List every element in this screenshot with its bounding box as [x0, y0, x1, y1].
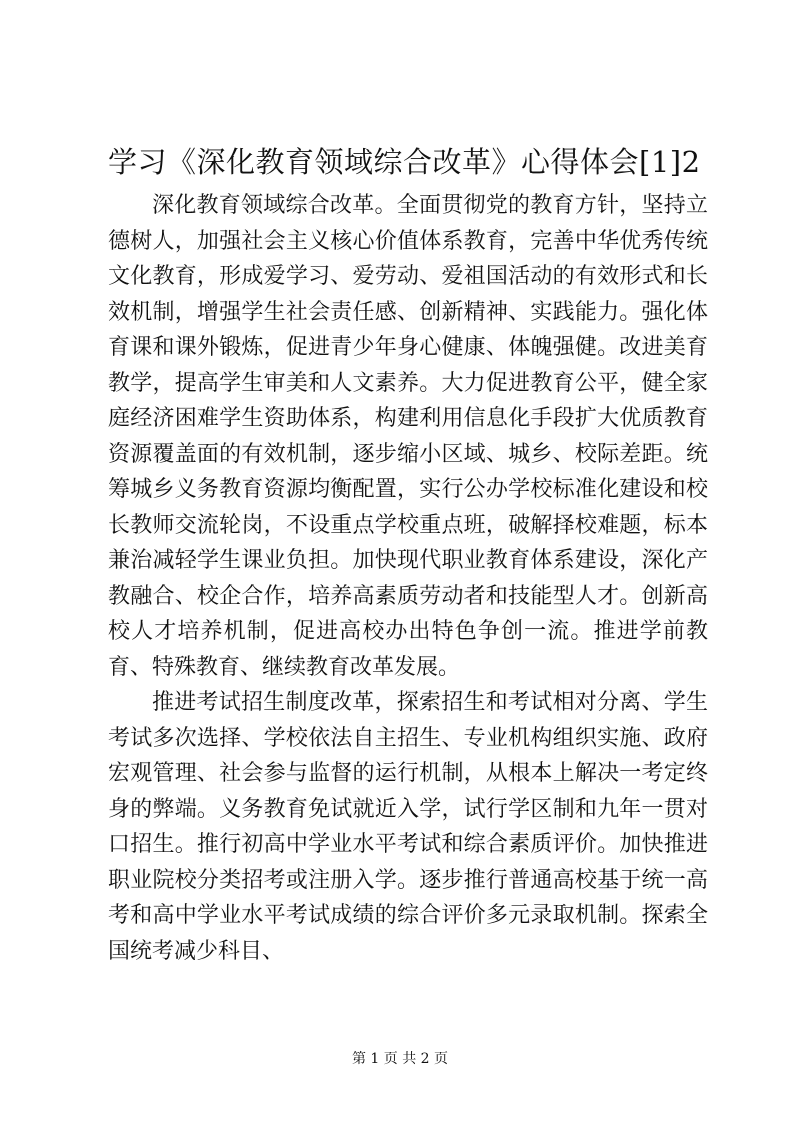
page-footer: 第 1 页 共 2 页 [351, 1051, 449, 1067]
document-body [108, 188, 708, 969]
document-title: 学习《深化教育领域综合改革》心得体会[1]2 [108, 145, 701, 179]
paragraph-exam-reform: 推进考试招生制度改革，探索招生和考试相对分离、学生考试多次选择、学校依法自主招生、专业机构组织实施、政府宏观管理、社会参与监督的运行机制，从根本上解决一考定终身的弊端。义务教育免试就近入学，试行学区制和九年一贯对口招生。推行初高中学业水平考试和综合素质评价。加快推进职业院校分类招考或注册入学。逐步推行普通高校基于统一高考和高中学业水平考试成绩的综合评价多元录取机制。探索全国统考减少科目、 [108, 690, 708, 964]
paragraph-education-reform: 深化教育领域综合改革。全面贯彻党的教育方针，坚持立德树人，加强社会主义核心价值体系教育，完善中华优秀传统文化教育，形成爱学习、爱劳动、爱祖国活动的有效形式和长效机制，增强学生社会责任感、创新精神、实践能力。强化体育课和课外锻炼，促进青少年身心健康、体魄强健。改进美育教学，提高学生审美和人文素养。大力促进教育公平，健全家庭经济困难学生资助体系，构建利用信息化手段扩大优质教育资源覆盖面的有效机制，逐步缩小区域、城乡、校际差距。统筹城乡义务教育资源均衡配置，实行公办学校标准化建设和校长教师交流轮岗，不设重点学校重点班，破解择校难题，标本兼治减轻学生课业负担。加快现代职业教育体系建设，深化产教融合、校企合作，培养高素质劳动者和技能型人才。创新高校人才培养机制，促进高校办出特色争创一流。推进学前教育、特殊教育、继续教育改革发展。 [108, 193, 708, 680]
